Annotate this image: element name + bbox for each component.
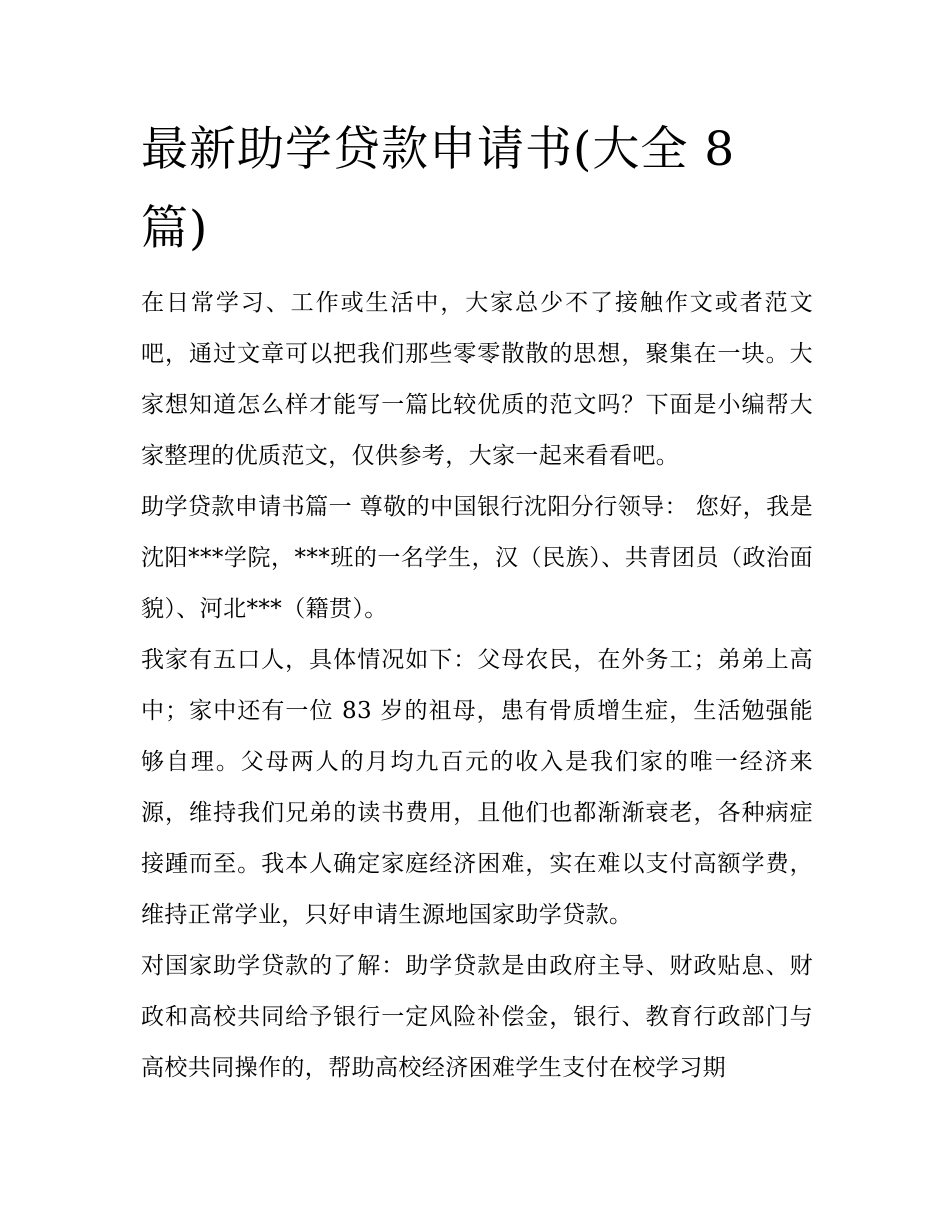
loan-understanding-paragraph: 对国家助学贷款的了解：助学贷款是由政府主导、财政贴息、财政和高校共同给予银行一定风险补偿金，银行、教育行政部门与高校共同操作的，帮助高校经济困难学生支付在校学习期 bbox=[141, 953, 813, 1081]
document-page bbox=[141, 110, 813, 1094]
document-title: 最新助学贷款申请书(大全 8 篇) bbox=[141, 122, 736, 256]
family-situation-paragraph: 我家有五口人，具体情况如下：父母农民，在外务工；弟弟上高中；家中还有一位 83 岁的祖母，患有骨质增生症，生活勉强能够自理。父母两人的月均九百元的收入是我们家的唯一经济来源，维持我们兄弟的读书费用，且他们也都渐渐衰老，各种病症接踵而至。我本人确定家庭经济困难，实在难以支付高额学费，维持正常学业，只好申请生源地国家助学贷款。 bbox=[141, 647, 813, 928]
intro-paragraph: 在日常学习、工作或生活中，大家总少不了接触作文或者范文吧，通过文章可以把我们那些零零散散的思想，聚集在一块。大家想知道怎么样才能写一篇比较优质的范文吗？下面是小编帮大家整理的优质范文，仅供参考，大家一起来看看吧。 bbox=[141, 290, 813, 469]
salutation-paragraph: 助学贷款申请书篇一 尊敬的中国银行沈阳分行领导： 您好，我是沈阳***学院，***班的一名学生，汉（民族）、共青团员（政治面貌）、河北***（籍贯）。 bbox=[141, 494, 813, 622]
